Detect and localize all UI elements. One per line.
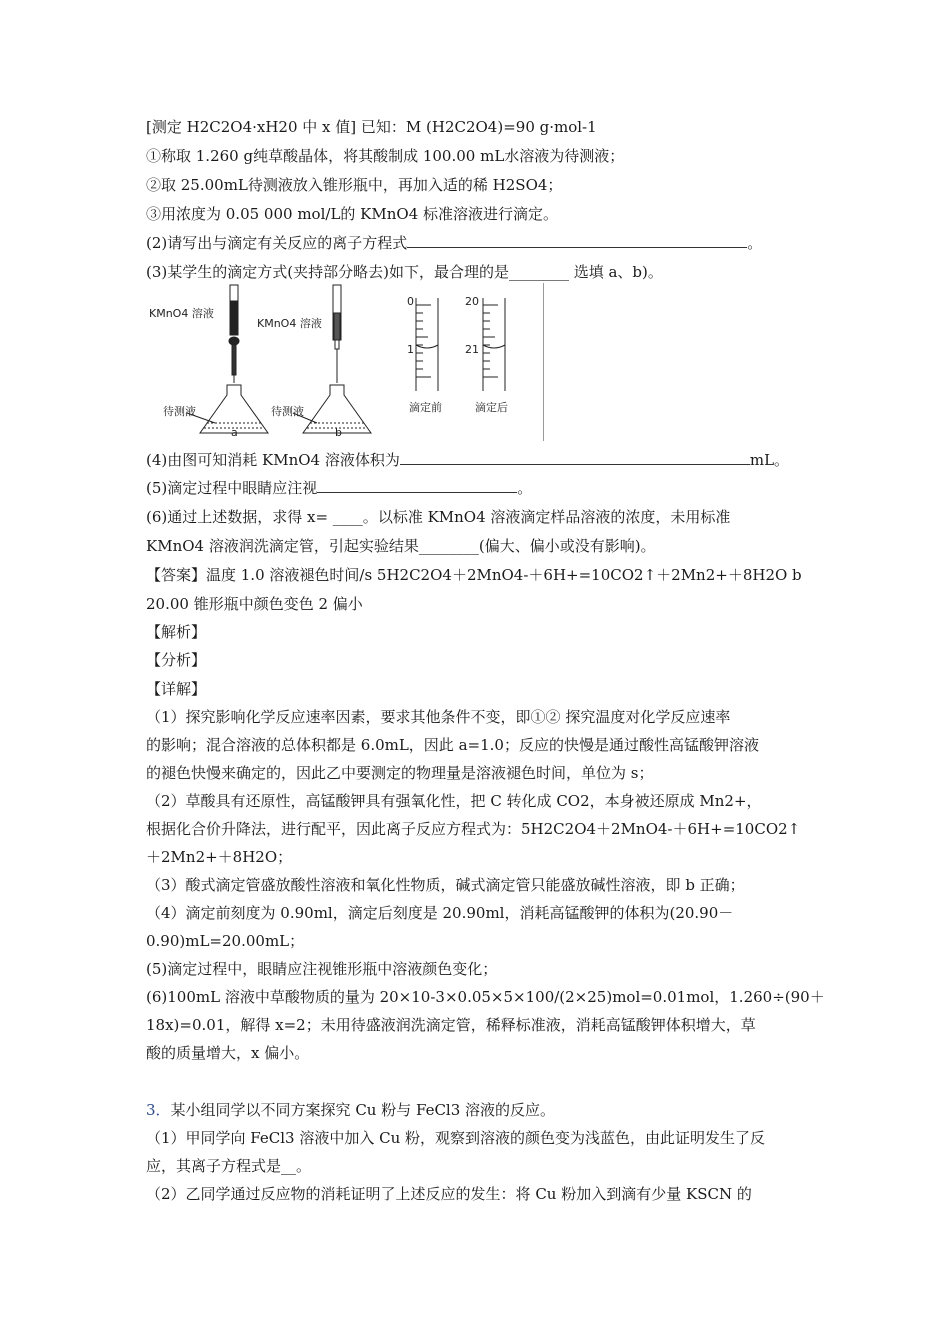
question-4-end: mL。 — [749, 451, 790, 469]
question-3: (3)某学生的滴定方式(夹持部分略去)如下，最合理的是________ 选填 a、b)。 — [146, 263, 663, 281]
analysis-heading: 【解析】 — [146, 623, 207, 641]
detail-1-line-2: 的影响；混合溶液的总体积都是 6.0mL，因此 a=1.0；反应的快慢是通过酸性高锰酸钾溶液 — [146, 736, 759, 754]
problem-3-q2-line-1: （2）乙同学通过反应物的消耗证明了上述反应的发生：将 Cu 粉加入到滴有少量 KSCN 的 — [146, 1185, 752, 1203]
answer-line-2: 20.00 锥形瓶中颜色变色 2 偏小 — [146, 595, 363, 613]
detail-6-line-3: 酸的质量增大，x 偏小。 — [146, 1044, 310, 1062]
detail-heading: 【详解】 — [146, 680, 207, 698]
label-a-sample: 待测液 — [163, 405, 196, 418]
detail-4-line-1: （4）滴定前刻度为 0.90ml，滴定后刻度是 20.90ml，消耗高锰酸钾的体积为(20.90－ — [146, 904, 734, 922]
step-2: ②取 25.00mL待测液放入锥形瓶中，再加入适的稀 H2SO4； — [146, 176, 563, 194]
label-b: b — [335, 426, 342, 439]
answer-blank — [407, 233, 747, 248]
label-a-reagent: KMnO4 溶液 — [149, 307, 214, 320]
detail-4-line-2: 0.90)mL=20.00mL； — [146, 932, 305, 950]
tick-after-mid: 21 — [465, 343, 479, 356]
answer-blank — [317, 478, 517, 493]
caption-after: 滴定后 — [475, 401, 508, 414]
question-4-text: (4)由图可知消耗 KMnO4 溶液体积为 — [146, 451, 400, 469]
problem-3-q1-line-1: （1）甲同学向 FeCl3 溶液中加入 Cu 粉，观察到溶液的颜色变为浅蓝色，由此证明发生了反 — [146, 1129, 766, 1147]
problem-3-number: 3． — [146, 1101, 171, 1119]
fenxi-heading: 【分析】 — [146, 651, 207, 669]
problem-3-text: 某小组同学以不同方案探究 Cu 粉与 FeCl3 溶液的反应。 — [170, 1101, 556, 1119]
question-6-line-2: KMnO4 溶液润洗滴定管，引起实验结果________(偏大、偏小或没有影响)。 — [146, 537, 656, 555]
label-b-sample: 待测液 — [271, 405, 304, 418]
question-2 — [146, 233, 762, 253]
detail-1-line-1: （1）探究影响化学反应速率因素，要求其他条件不变，即①② 探究温度对化学反应速率 — [146, 708, 731, 726]
detail-1-line-3: 的褪色快慢来确定的，因此乙中要测定的物理量是溶液褪色时间，单位为 s； — [146, 764, 654, 782]
titration-figure — [145, 283, 544, 441]
problem-intro: [测定 H2C2O4·xH20 中 x 值] 已知：M (H2C2O4)=90 g·mol-1 — [146, 118, 597, 136]
question-6-line-1: (6)通过上述数据，求得 x= ____。以标准 KMnO4 溶液滴定样品溶液的浓度，未用标准 — [146, 508, 731, 526]
detail-3: （3）酸式滴定管盛放酸性溶液和氧化性物质，碱式滴定管只能盛放碱性溶液，即 b 正确； — [146, 876, 745, 894]
step-1: ①称取 1.260 g纯草酸晶体，将其酸制成 100.00 mL水溶液为待测液； — [146, 147, 625, 165]
burette-a — [229, 285, 239, 383]
burette-scale-after — [483, 298, 505, 391]
question-4 — [146, 450, 789, 470]
tick-before-top: 0 — [407, 295, 414, 308]
caption-before: 滴定前 — [409, 401, 442, 414]
question-2-text: (2)请写出与滴定有关反应的离子方程式 — [146, 234, 408, 252]
burette-scale-before — [416, 298, 438, 391]
burette-b — [333, 285, 341, 383]
detail-6-line-2: 18x)=0.01，解得 x=2；未用待盛液润洗滴定管，稀释标准液，消耗高锰酸钾体积增大，草 — [146, 1016, 756, 1034]
problem-3-stem — [146, 1100, 555, 1120]
question-5-text: (5)滴定过程中眼睛应注视 — [146, 479, 318, 497]
tick-after-top: 20 — [465, 295, 479, 308]
detail-2-line-3: ＋2Mn2+＋8H2O； — [146, 848, 293, 866]
question-5 — [146, 478, 532, 498]
problem-3-q1-line-2: 应，其离子方程式是__。 — [146, 1157, 312, 1175]
step-3: ③用浓度为 0.05 000 mol/L的 KMnO4 标准溶液进行滴定。 — [146, 205, 559, 223]
question-5-end: 。 — [517, 479, 533, 497]
tick-before-mid: 1 — [407, 343, 414, 356]
detail-5: (5)滴定过程中，眼睛应注视锥形瓶中溶液颜色变化； — [146, 960, 498, 978]
label-a: a — [231, 426, 238, 439]
answer-blank — [400, 450, 750, 465]
detail-2-line-2: 根据化合价升降法，进行配平，因此离子反应方程式为：5H2C2O4＋2MnO4-＋6H+=10CO2↑ — [146, 820, 801, 838]
label-b-reagent: KMnO4 溶液 — [257, 317, 322, 330]
detail-6-line-1: (6)100mL 溶液中草酸物质的量为 20×10-3×0.05×5×100/(2×25)mol=0.01mol，1.260÷(90＋ — [146, 988, 825, 1006]
question-2-end: 。 — [747, 234, 763, 252]
answer-line-1: 【答案】温度 1.0 溶液褪色时间/s 5H2C2O4＋2MnO4-＋6H+=10CO2↑＋2Mn2+＋8H2O b — [146, 566, 802, 584]
detail-2-line-1: （2）草酸具有还原性，高锰酸钾具有强氧化性，把 C 转化成 CO2，本身被还原成 Mn2+， — [146, 792, 762, 810]
